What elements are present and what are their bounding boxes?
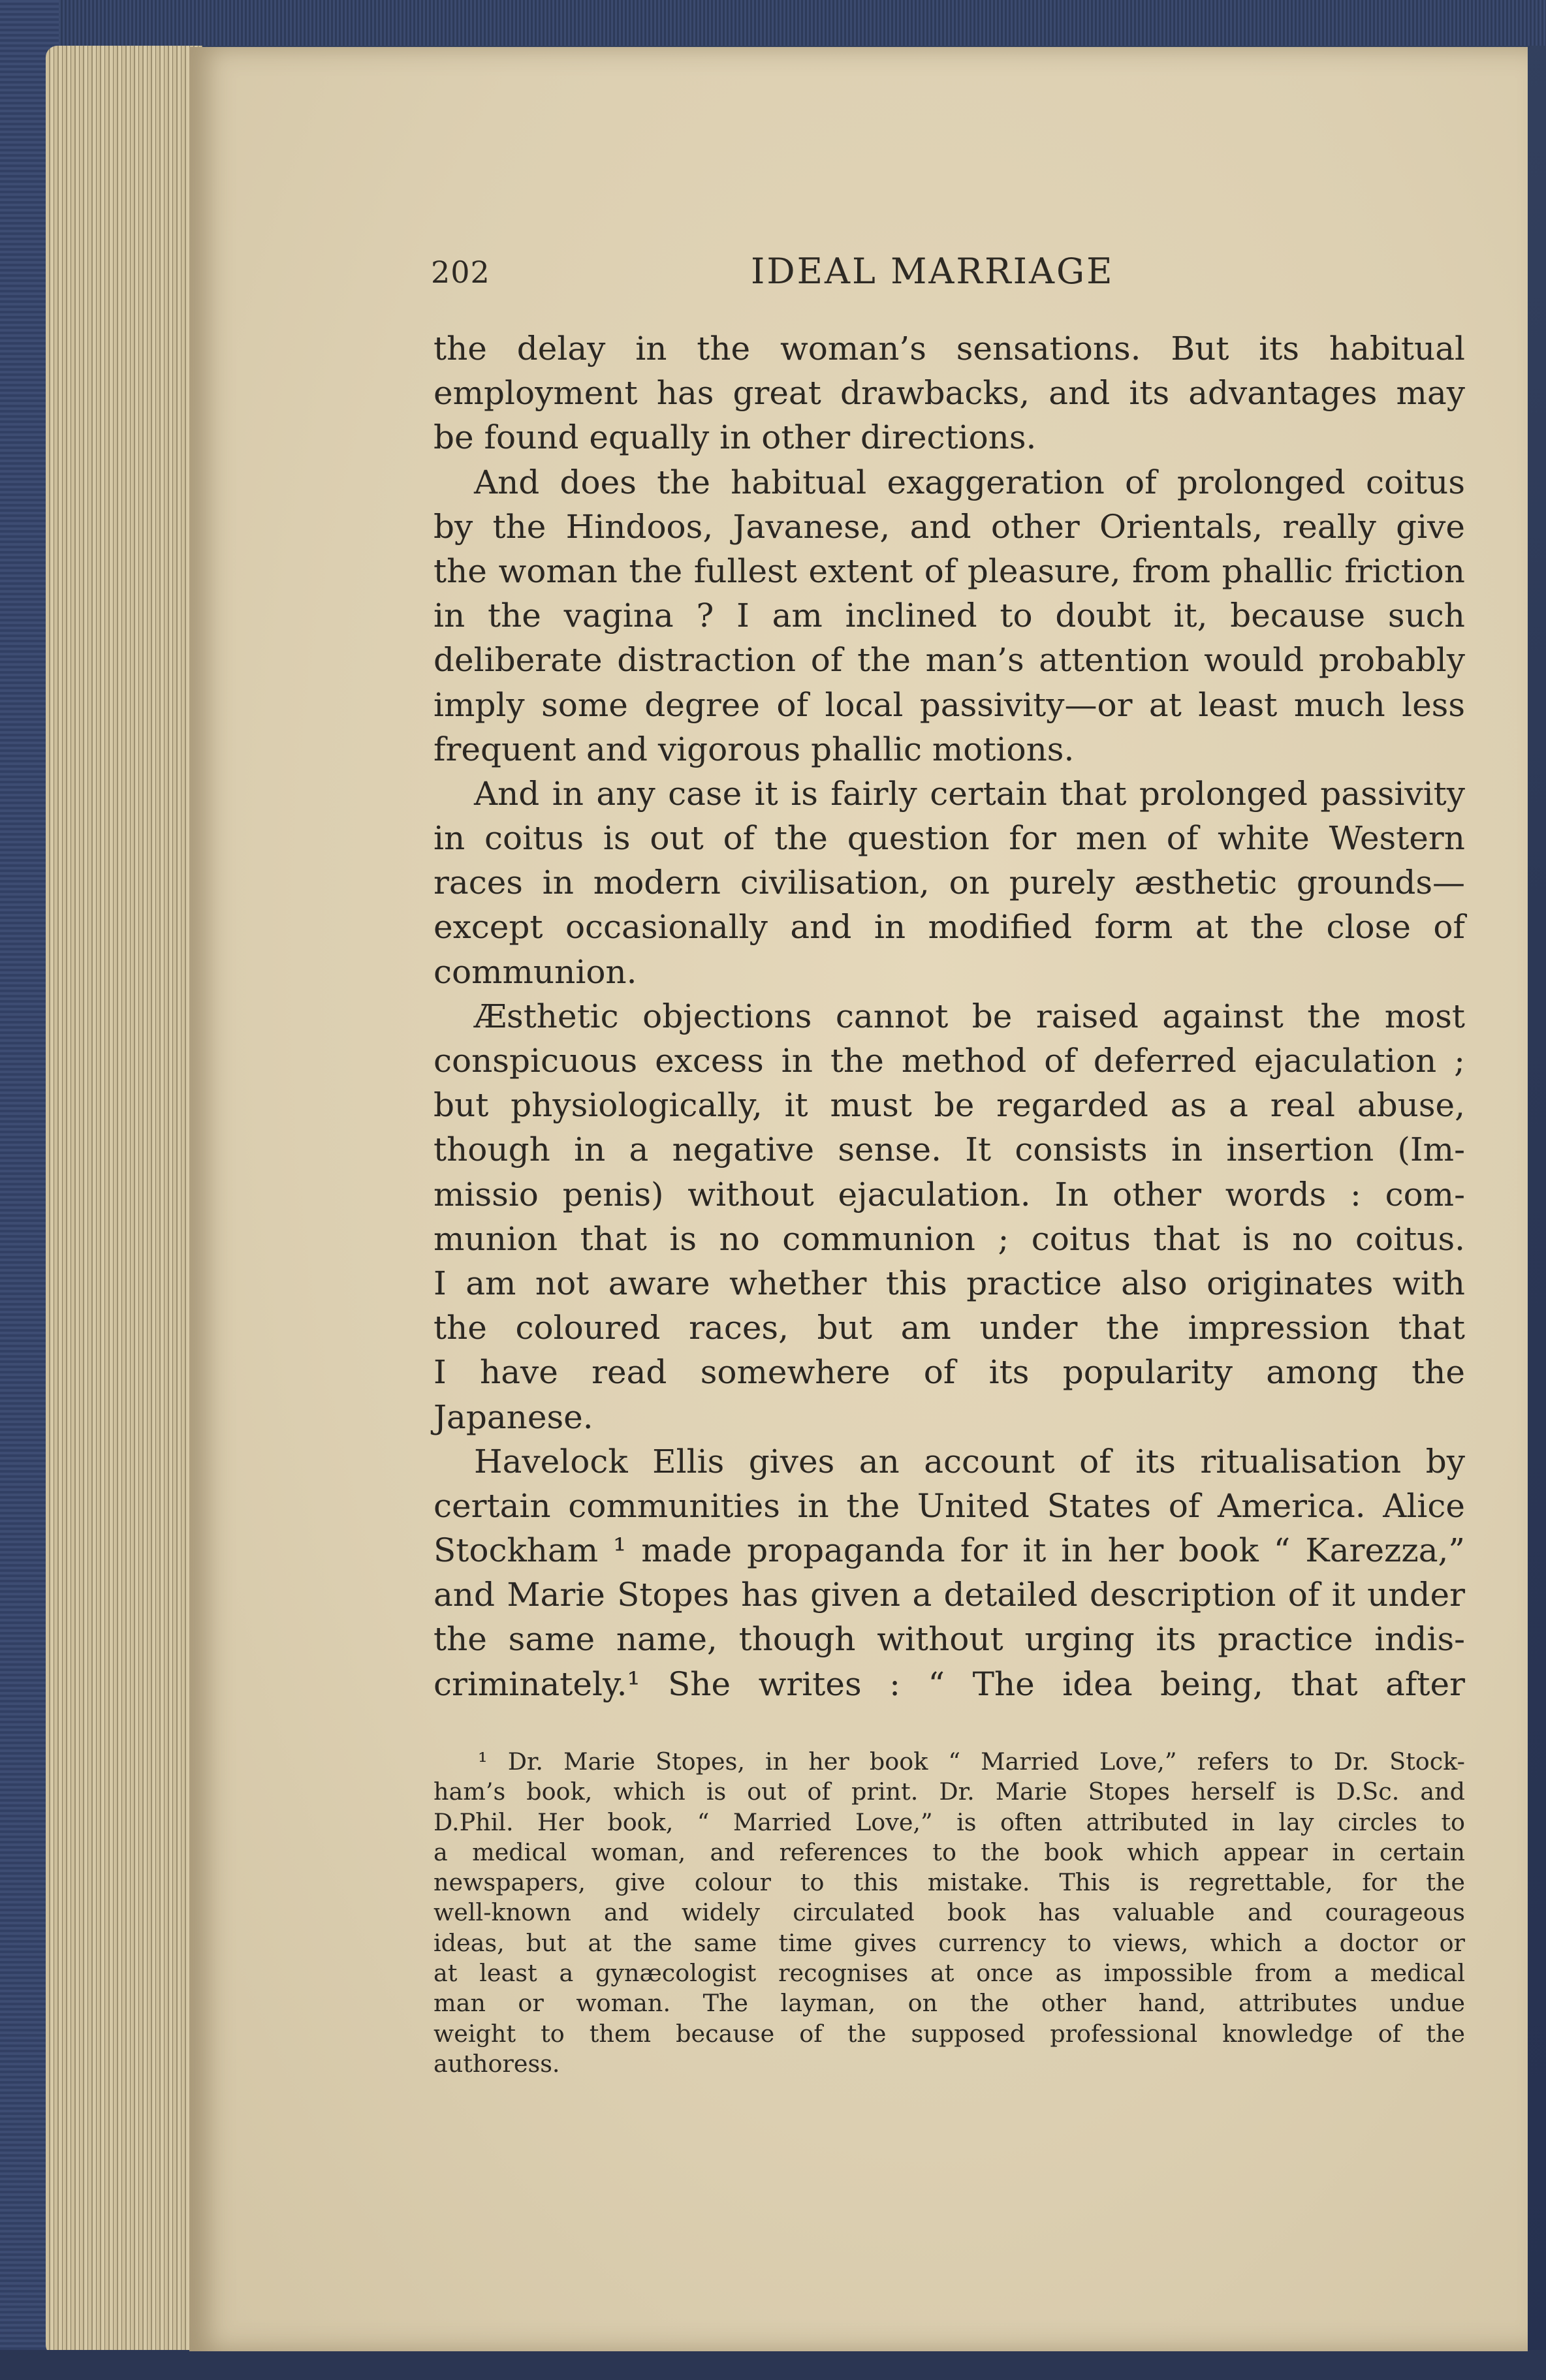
body-line: except occasionally and in modified form at the close of xyxy=(434,908,1465,947)
body-line: and Marie Stopes has given a detailed description of it under xyxy=(434,1576,1465,1614)
footnotes xyxy=(434,1747,1465,2079)
body-line: Japanese. xyxy=(434,1398,593,1436)
body-line: employment has great drawbacks, and its advantages may xyxy=(434,374,1465,413)
page-block-edges xyxy=(46,46,202,2357)
footnote-line: authoress. xyxy=(434,2049,560,2078)
footnote-line: at least a gynæcologist recognises at once as impossible from a medical xyxy=(434,1959,1465,1988)
body-line: in coitus is out of the question for men of white Western xyxy=(434,819,1465,858)
body-line: the coloured races, but am under the impression that xyxy=(434,1309,1465,1347)
body-line: the woman the fullest extent of pleasure, from phallic friction xyxy=(434,552,1465,590)
body-line: in the vagina ? I am inclined to doubt it, because such xyxy=(434,597,1465,635)
body-line: Havelock Ellis gives an account of its ritualisation by xyxy=(474,1442,1465,1480)
body-line: by the Hindoos, Javanese, and other Orientals, really give xyxy=(434,507,1465,546)
body-line: certain communities in the United States of America. Alice xyxy=(434,1486,1465,1525)
body-line: And does the habitual exaggeration of prolonged coitus xyxy=(474,463,1465,501)
body-line: but physiologically, it must be regarded as a real abuse, xyxy=(434,1086,1465,1125)
body-line: munion that is no communion ; coitus that is no coitus. xyxy=(434,1219,1465,1258)
running-head xyxy=(431,251,1149,300)
footnote-line: man or woman. The layman, on the other hand, attributes undue xyxy=(434,1989,1465,2018)
running-title: IDEAL MARRIAGE xyxy=(751,251,1114,292)
body-line: be found equally in other directions. xyxy=(434,418,1037,457)
body-line: Stockham ¹ made propaganda for it in her book “ Karezza,” xyxy=(434,1531,1465,1570)
body-line: Æsthetic objections cannot be raised against the most xyxy=(474,997,1465,1035)
page-number: 202 xyxy=(431,255,490,290)
body-line: imply some degree of local passivity—or at least much less xyxy=(434,685,1465,724)
body-line: communion. xyxy=(434,952,637,991)
body-line: though in a negative sense. It consists in insertion (Im- xyxy=(434,1131,1465,1169)
body-line: missio penis) without ejaculation. In other words : com- xyxy=(434,1175,1465,1213)
footnote-line: newspapers, give colour to this mistake. This is regrettable, for the xyxy=(434,1868,1465,1897)
body-line: conspicuous excess in the method of deferred ejaculation ; xyxy=(434,1042,1465,1080)
body-line: the same name, though without urging its practice indis- xyxy=(434,1620,1465,1659)
body-line: I have read somewhere of its popularity among the xyxy=(434,1353,1465,1392)
footnote-line: ¹ Dr. Marie Stopes, in her book “ Married Love,” refers to Dr. Stock- xyxy=(478,1747,1465,1776)
body-text xyxy=(434,326,1465,1706)
book-cover-bottom-edge xyxy=(0,2350,1546,2380)
body-line: I am not aware whether this practice also originates with xyxy=(434,1264,1465,1302)
body-line: deliberate distraction of the man’s attention would probably xyxy=(434,641,1465,680)
footnote-line: ham’s book, which is out of print. Dr. Marie Stopes herself is D.Sc. and xyxy=(434,1777,1465,1806)
body-line: frequent and vigorous phallic motions. xyxy=(434,730,1075,768)
footnote-line: a medical woman, and references to the book which appear in certain xyxy=(434,1838,1465,1866)
body-line: And in any case it is fairly certain that prolonged passivity xyxy=(474,774,1465,813)
footnote-line: ideas, but at the same time gives currency to views, which a doctor or xyxy=(434,1928,1465,1957)
body-line: races in modern civilisation, on purely æsthetic grounds— xyxy=(434,864,1465,902)
body-line: the delay in the woman’s sensations. But its habitual xyxy=(434,330,1465,368)
footnote-line: D.Phil. Her book, “ Married Love,” is often attributed in lay circles to xyxy=(434,1808,1465,1836)
body-line: criminately.¹ She writes : “ The idea being, that after xyxy=(434,1665,1465,1703)
footnote-line: weight to them because of the supposed professional knowledge of the xyxy=(434,2019,1465,2048)
book-cover-top-edge xyxy=(0,0,1546,46)
footnote-line: well-known and widely circulated book has valuable and courageous xyxy=(434,1898,1465,1927)
